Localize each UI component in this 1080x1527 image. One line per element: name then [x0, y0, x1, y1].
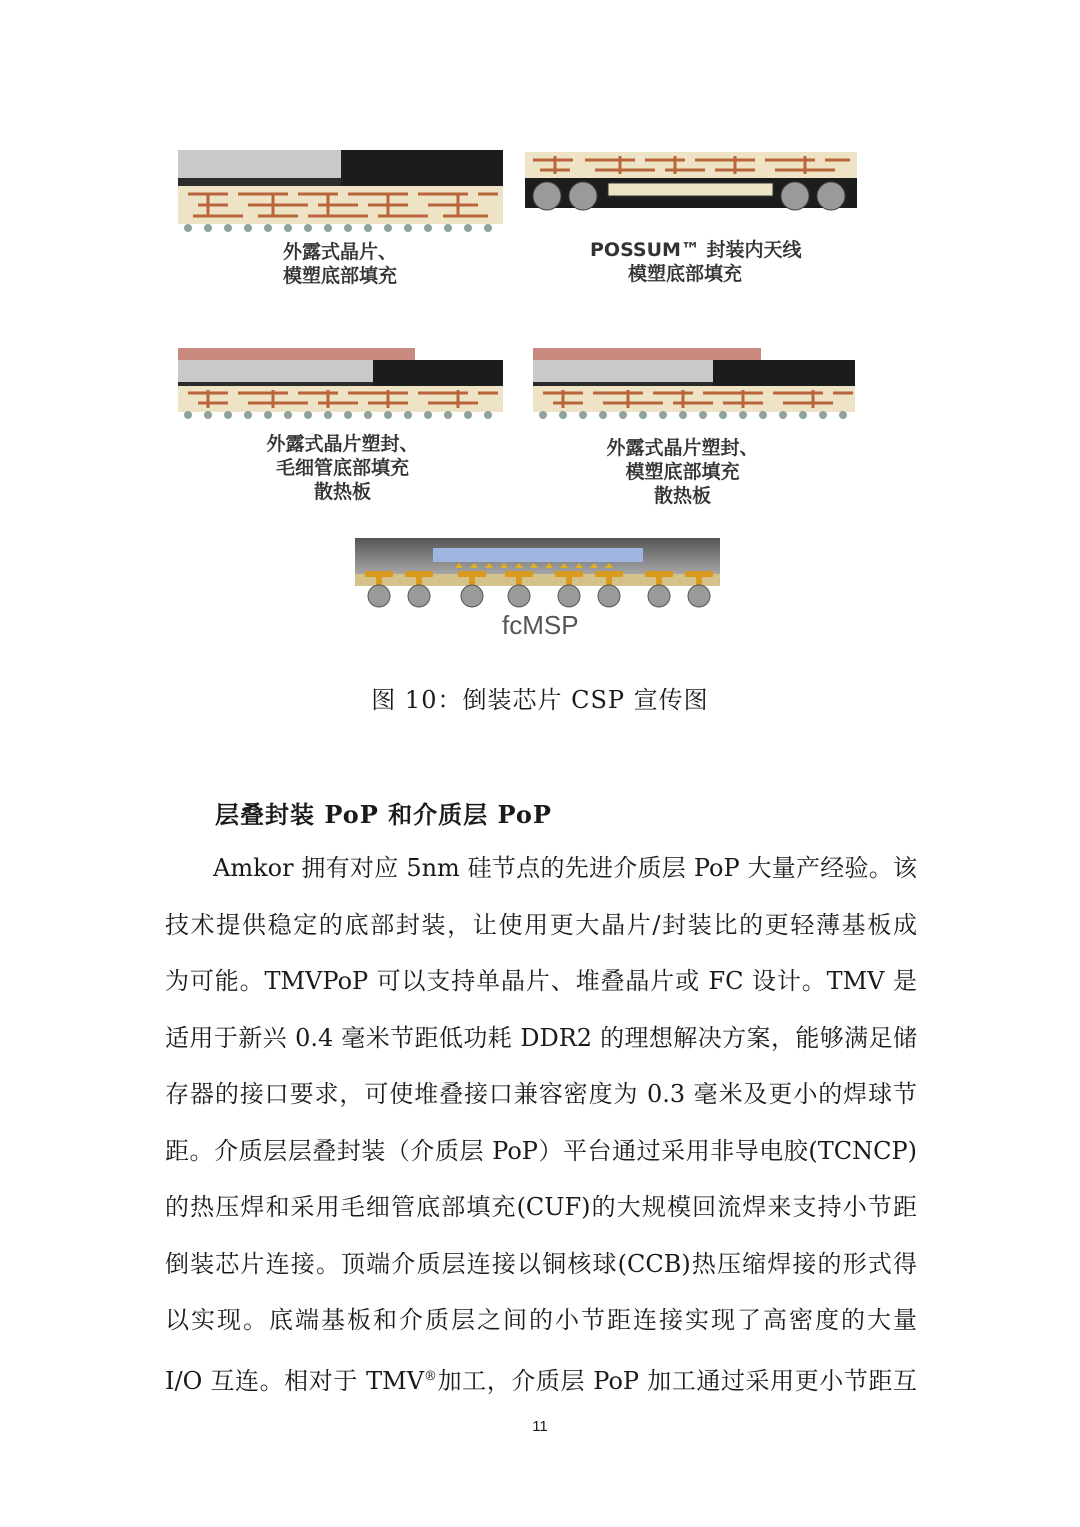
figure-label-4: 外露式晶片塑封、 模塑底部填充 散热板 [606, 437, 759, 507]
paragraph-line: 倒装芯片连接。顶端介质层连接以铜核球(CCB)热压缩焊接的形式得 [165, 1249, 917, 1278]
paragraph-line: 存器的接口要求，可使堆叠接口兼容密度为 0.3 毫米及更小的焊球节 [165, 1080, 917, 1108]
figure-exposed-die-capillary-underfill-heatsink [178, 348, 503, 420]
body-paragraph [165, 840, 917, 1409]
paragraph-line: 技术提供稳定的底部封装，让使用更大晶片/封装比的更轻薄基板成 [165, 910, 917, 939]
figure-label-2: POSSUM™ 封装内天线 模塑底部填充 [590, 239, 802, 285]
paragraph-line: 距。介质层层叠封装（介质层 PoP）平台通过采用非导电胶(TCNCP) [165, 1136, 917, 1165]
figure-label-fcmsp: fcMSP [502, 610, 579, 640]
section-heading: 层叠封装 PoP 和介质层 PoP [215, 800, 552, 829]
figure-label-3: 外露式晶片塑封、 毛细管底部填充 散热板 [266, 433, 419, 503]
figure-fcmsp [355, 538, 720, 610]
paragraph-line: 的热压焊和采用毛细管底部填充(CUF)的大规模回流焊来支持小节距 [165, 1193, 917, 1221]
paragraph-line: 为可能。TMVPoP 可以支持单晶片、堆叠晶片或 FC 设计。TMV 是 [165, 967, 917, 995]
figure-exposed-die-mold-underfill-heatsink [533, 348, 855, 420]
figure-possum-antenna [525, 152, 857, 222]
paragraph-line: Amkor 拥有对应 5nm 硅节点的先进介质层 PoP 大量产经验。该 [213, 854, 917, 882]
paragraph-line: 适用于新兴 0.4 毫米节距低功耗 DDR2 的理想解决方案，能够满足储 [165, 1023, 917, 1052]
figure-exposed-die-mold-underfill [178, 150, 503, 235]
paragraph-line: 以实现。底端基板和介质层之间的小节距连接实现了高密度的大量 [165, 1306, 917, 1334]
figure-caption: 图 10：倒装芯片 CSP 宣传图 [371, 686, 709, 714]
page-number: 11 [532, 1418, 548, 1435]
paragraph-line-last: I/O 互连。相对于 TMV®加工，介质层 PoP 加工通过采用更小节距互 [165, 1366, 918, 1395]
figure-label-1: 外露式晶片、 模塑底部填充 [282, 241, 397, 287]
